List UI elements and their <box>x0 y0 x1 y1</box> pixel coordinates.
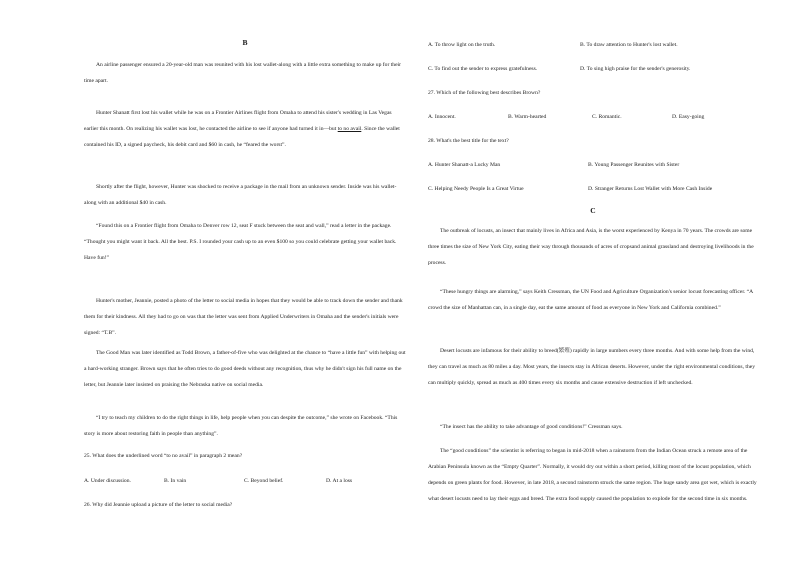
q27-option-c: C. Romantic. <box>592 114 622 120</box>
p2-text: Hunter Shanatt first lost his wallet while he was on a Frontier Airlines flight from Omaha to attend his sister's wedding in Las Vegas earlier this month. On realizing his wallet was lost, he contacted the airline to see if anyone had turned it in—but <box>84 110 392 132</box>
passage-c-paragraph-5: The “good conditions” the scientist is referring to began in mid-2018 when a rainstorm from the Indian Ocean struck a remote area of the Arabian Peninsula known as the “Empty Quarter”. Normally, it would dry out within a short period, killing most of the locust population, which depends on green plants for food. However, in late 2018, a second rainstorm struck the same region. The huge sandy area got wet, which is exactly what desert locusts need to lay their eggs and breed. The extra food supply caused the population to explode for the second time in six months. <box>428 448 757 502</box>
passage-c-paragraph-3: Desert locusts are infamous for their ability to breed(繁殖) rapidly in large numbers every three months. And with some help from the wind, they can travel as much as 80 miles a day. Most years, the insects stay in African deserts. However, under the right environmental conditions, they can multiply quickly, spread as much as 400 times every six months and cause extensive destruction if left unchecked. <box>428 348 756 386</box>
q25-option-c: C. Beyond belief. <box>244 478 284 484</box>
passage-b-paragraph-5: Hunter's mother, Jeannie, posted a photo of the letter to social media in hopes that they would be able to track down the sender and thank them for their kindness. All they had to go on was that the letter was sent from Applied Underwriters in Omaha and the sender's initials were signed: “T.B”. <box>84 298 403 336</box>
q27-option-d: D. Easy-going <box>672 114 705 120</box>
q28-option-a: A. Hunter Shanatt-a Lucky Man <box>428 162 501 168</box>
underlined-phrase: to no avail <box>337 126 362 132</box>
passage-b-paragraph-4: “Found this on a Frontier flight from Omaha to Denver row 12, seat F stuck between the seat and wall,” read a letter in the package. “Thought you might want it back. All the best. P.S. I rounded your cash up to an even $100 so you could celebrate getting your wallet back. Have fun!” <box>84 223 397 261</box>
q25-option-d: D. At a loss <box>326 478 353 484</box>
passage-b-paragraph-6: The Good Man was later identified as Todd Brown, a father-of-five who was delighted at the chance to “have a little fun” with helping out a hard-working stranger. Brown says that he often tries to do good deeds without any recognition, thus why he didn't sign his full name on the letter, but Jeannie later insisted on praising the Nebraska native on social media. <box>84 350 406 388</box>
q26-option-c: C. To find out the sender to express gratefulness. <box>428 66 538 72</box>
section-c-heading: C <box>590 206 596 215</box>
q26-option-b: B. To draw attention to Hunter's lost wallet. <box>580 42 678 48</box>
q27-option-b: B. Warm-hearted <box>508 114 547 120</box>
q26-option-a: A. To throw light on the truth. <box>428 42 496 48</box>
question-26: 26. Why did Jeannie upload a picture of the letter to social media? <box>84 502 233 508</box>
q25-option-b: B. In vain <box>164 478 187 484</box>
passage-b-paragraph-7: “I try to teach my children to do the right things in life, help people when you can despite the outcome,” she wrote on Facebook. “This story is more about restoring faith in people than anything”. <box>84 415 398 437</box>
q28-option-b: B. Young Passenger Reunites with Sister <box>588 162 680 168</box>
q28-option-d: D. Stranger Returns Lost Wallet with More Cash Inside <box>588 186 713 192</box>
q28-option-c: C. Helping Needy People Is a Great Virtue <box>428 186 524 192</box>
question-27: 27. Which of the following best describes Brown? <box>428 90 541 96</box>
passage-b-paragraph-1: An airline passenger ensured a 20-year-old man was reunited with his lost wallet-along with a little extra something to make up for their time apart. <box>84 62 401 84</box>
passage-c-paragraph-2: “These hungry things are alarming,” says Keith Cressman, the UN Food and Agriculture Organization's senior locust forecasting officer. “A crowd the size of Manhattan can, in a single day, eat the same amount of food as everyone in New York and California combined.” <box>428 289 753 311</box>
q25-option-a: A. Under discussion. <box>84 478 131 484</box>
section-b-heading: B <box>242 38 248 47</box>
q27-option-a: A. Innocent. <box>428 114 456 120</box>
passage-b-paragraph-2 <box>84 105 406 153</box>
passage-b-paragraph-3: Shortly after the flight, however, Hunter was shocked to receive a package in the mail from an unknown sender. Inside was his wallet-along with an additional $40 in cash. <box>84 184 397 206</box>
passage-c-paragraph-1: The outbreak of locusts, an insect that mainly lives in Africa and Asia, is the worst experienced by Kenya in 70 years. The crowds are some three times the size of New York City, eating their way through thousands of acres of cropsand animal grassland and destroying livelihoods in the process. <box>428 228 754 266</box>
question-25: 25. What does the underlined word “to no avail” in paragraph 2 mean? <box>84 453 243 459</box>
question-28: 28. What's the best title for the text? <box>428 138 509 144</box>
p2-rest: . Since the wallet contained his ID, a signed paycheck, his debit card and $60 in cash, he “feared the worst”. <box>84 126 400 148</box>
passage-c-paragraph-4: “The insect has the ability to take advantage of good conditions!” Cressman says. <box>440 424 623 430</box>
q26-option-d: D. To sing high praise for the sender's generosity. <box>580 66 691 72</box>
